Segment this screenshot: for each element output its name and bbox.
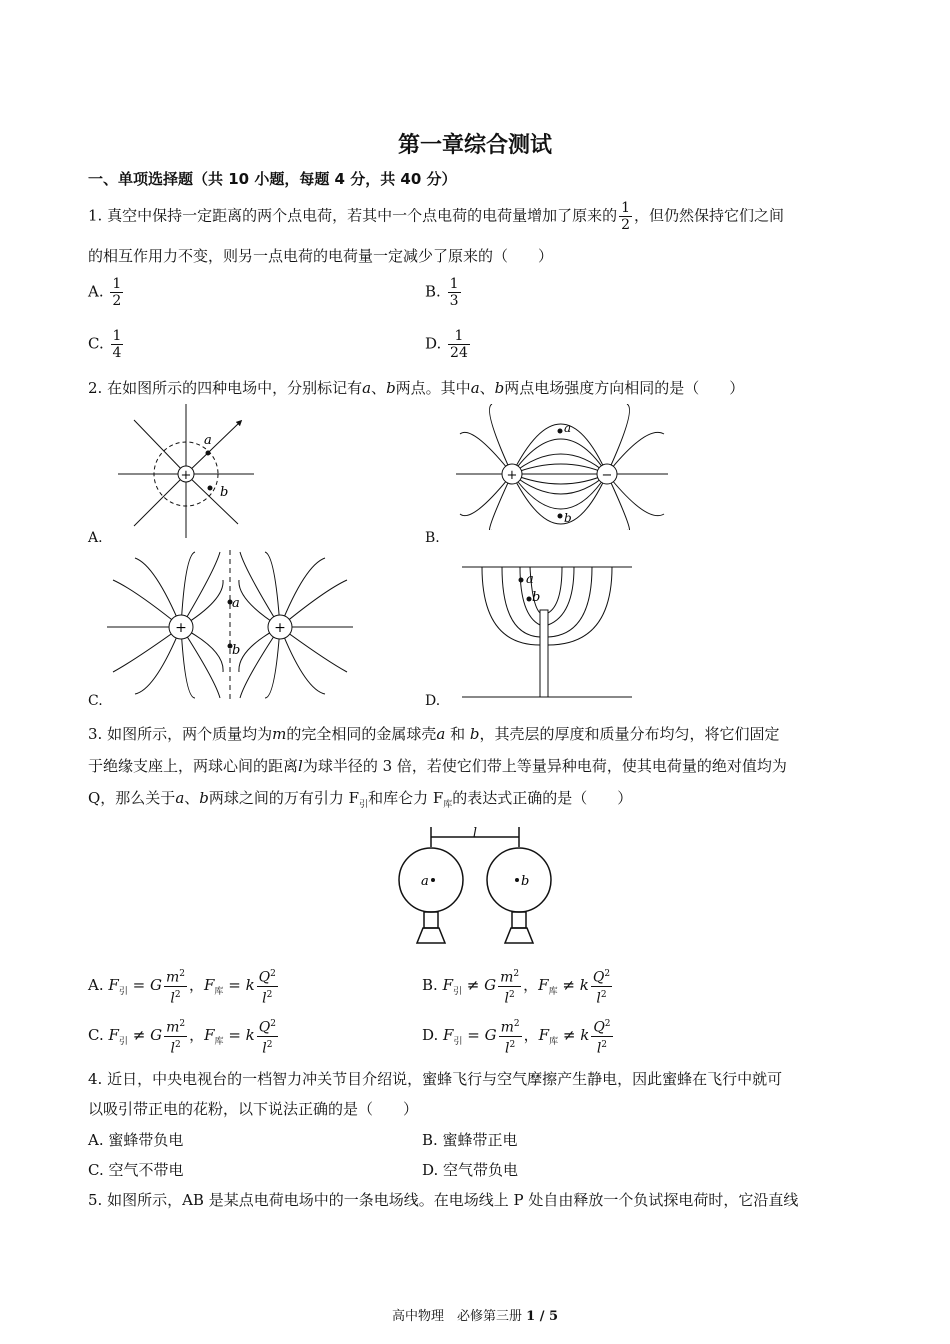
figure-d-label: D. [425,693,441,709]
page-footer [0,1305,950,1324]
q4-line1: 4. 近日，中央电视台的一档智力冲关节目介绍说，蜜蜂飞行与空气摩擦产生静电，因此蜜蜂在飞行中就可 [88,1070,783,1088]
q1-option-a[interactable]: A. $\frac{1}{2}$ [88,276,122,309]
svg-text:a: a [564,421,572,435]
figure-a-label: A. [88,530,103,546]
figure-b-label: B. [425,530,440,546]
q1-line2: 的相互作用力不变，则另一点电荷的电荷量一定减少了原来的（ ） [88,247,554,265]
q5-line1: 5. 如图所示，AB 是某点电荷电场中的一条电场线。在电场线上 P 处自由释放一个负试探电荷时，它沿直线 [88,1191,799,1209]
q4-line2: 以吸引带正电的花粉，以下说法正确的是（ ） [88,1100,419,1118]
q3-option-d[interactable]: D. $F_引 = G$ $\frac{m^2}{l^2}$ ，$F_库 \ne k$ $\frac{Q^2}{l^2}$ [422,1016,615,1056]
svg-text:+: + [506,468,518,483]
q1-fraction: $\frac{1}{2}$ [621,200,631,233]
figure-a-point-charge [110,400,260,540]
figure-c-two-positive [105,550,355,700]
q1-option-c[interactable]: C. $\frac{1}{4}$ [88,328,122,361]
figure-d-plate-rod [462,565,632,700]
section-heading: 一、单项选择题（共 10 小题，每题 4 分，共 40 分） [88,170,457,188]
q3-option-b[interactable]: B. $F_引 \ne G$ $\frac{m^2}{l^2}$ ，$F_库 \ne k$ $\frac{Q^2}{l^2}$ [422,966,614,1006]
svg-text:a: a [421,874,429,889]
q1-line1 [88,200,784,233]
svg-text:b: b [532,590,541,605]
q1-option-b[interactable]: B. $\frac{1}{3}$ [425,276,459,309]
svg-text:a: a [232,596,240,611]
q3-line3: Q，那么关于a、b两球之间的万有引力 $F_引$和库仑力 $F_库$的表达式正确的是（ ） [88,789,633,810]
svg-text:+: + [175,620,187,636]
svg-text:−: − [601,468,613,483]
q3-line1: 3. 如图所示，两个质量均为m的完全相同的金属球壳a 和 b，其壳层的厚度和质量分布均匀，将它们固定 [88,725,780,743]
q4-option-c[interactable]: C. 空气不带电 [88,1161,184,1179]
figure-b-dipole [452,404,672,530]
svg-text:+: + [274,620,286,636]
page-number: 1 / 5 [526,1309,559,1324]
q1-option-d[interactable]: D. $\frac{1}{24}$ [425,328,468,361]
q3-option-a[interactable]: A. $F_引 = G$ $\frac{m^2}{l^2}$ ，$F_库 = k$ $\frac{Q^2}{l^2}$ [88,966,280,1006]
svg-text:l: l [472,826,478,841]
svg-text:a: a [204,433,212,448]
svg-text:b: b [232,643,241,658]
q1-text: 1. 真空中保持一定距离的两个点电荷，若其中一个点电荷的电荷量增加了原来的 [88,206,618,225]
footer-text: 高中物理 必修第三册 [391,1309,522,1324]
svg-text:b: b [564,511,572,525]
svg-text:a: a [526,572,534,587]
q1-text-b: ，但仍然保持它们之间 [634,206,785,225]
q3-option-c[interactable]: C. $F_引 \ne G$ $\frac{m^2}{l^2}$ ，$F_库 = k$ $\frac{Q^2}{l^2}$ [88,1016,280,1056]
q2-text: 2. 在如图所示的四种电场中，分别标记有a、b两点。其中a、b两点电场强度方向相同的是（ ） [88,379,745,397]
page-title: 第一章综合测试 [397,133,552,158]
figure-c-label: C. [88,693,103,709]
figure-q3-spheres [395,825,565,950]
figure-a-plus: + [180,468,192,483]
q4-option-b[interactable]: B. 蜜蜂带正电 [422,1131,518,1149]
svg-text:b: b [521,874,530,889]
q4-option-a[interactable]: A. 蜜蜂带负电 [88,1131,184,1149]
svg-text:b: b [220,485,229,500]
q3-line2: 于绝缘支座上，两球心间的距离l为球半径的 3 倍，若使它们带上等量异种电荷，使其电荷量的绝对值均为 [88,757,787,775]
q4-option-d[interactable]: D. 空气带负电 [422,1161,519,1179]
